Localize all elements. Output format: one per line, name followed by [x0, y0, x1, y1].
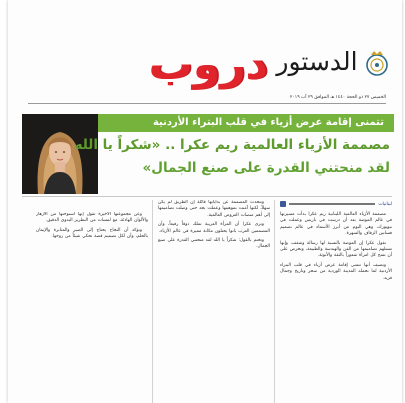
article-column-right — [280, 200, 392, 403]
newspaper-logo: الدستور — [276, 47, 358, 76]
dateline-text: الخميس ٢٧ ذو الحجة ١٤٤٠ هـ الموافق ٢٩ آب ٢٠١٩ — [289, 95, 386, 100]
column-divider — [152, 200, 153, 403]
masthead — [8, 0, 402, 104]
headline-line-1: مصممة الأزياء العالمية ريم عكرا .. «شكراً يا الله — [74, 137, 390, 153]
paragraph: وتتحدث المصممة عن بداياتها قائلة إن الطريق لم يكن سهلاً، لكنها آمنت بموهبتها وعملت بجد حتى وصلت تصاميمها إلى أهم منصات العروض العالمية. — [158, 200, 270, 218]
paragraph: وعن مجموعتها الأخيرة تقول إنها استوحتها من الأزهار والألوان الهادئة، مع لمسات من التطريز اليدوي الدقيق. — [36, 212, 148, 224]
article-column-left — [36, 212, 148, 403]
paragraph: وتؤكد أن النجاح يحتاج إلى الصبر والمثابرة والإيمان بالحلم، وأن لكل تصميم قصة تحكي شيئاً من روحها. — [36, 227, 148, 240]
column-divider — [274, 200, 275, 403]
crown-emblem-icon — [364, 48, 390, 78]
paragraph: تقول عكرا إن الموضة بالنسبة لها رسالة وشغف، وإنها تستلهم تصاميمها من الفن والهندسة والطبيعة، وتحرص على أن تمنح كل امرأة شعوراً بالثقة والأنوثة. — [280, 240, 392, 259]
headline-line-2: لقد منحتني القدرة على صنع الجمال» — [142, 160, 390, 176]
newspaper-page — [8, 0, 402, 403]
headline-rule — [22, 196, 392, 197]
byline-label: لبنانيات — [378, 201, 392, 207]
paragraph: وتضيف أنها تتمنى إقامة عرض أزياء في قلب البتراء الأردنية لما تحمله المدينة الوردية من سحر وتاريخ وجمال فريد. — [280, 262, 392, 281]
article-headline — [74, 134, 390, 192]
article-column-middle — [158, 200, 270, 403]
paragraph: وترى عكرا أن المرأة العربية تملك ذوقاً رفيعاً، وأن المصممين العرب باتوا يحتلون مكانة مميزة في عالم الأزياء. — [158, 222, 270, 234]
paragraph: وتختم بالقول: شكراً يا الله لقد منحتني القدرة على صنع الجمال. — [158, 238, 270, 250]
article-kicker: تتمنى إقامة عرض أزياء في قلب البتراء الأردنية — [98, 114, 394, 132]
supplement-logo: دروب — [148, 39, 268, 90]
paragraph: مصممة الأزياء العالمية اللبنانية ريم عكرا بدأت مسيرتها في عالم الموضة بعد أن درست في باريس وعملت في نيويورك، وهي اليوم من أبرز الأسماء في عالم تصميم فساتين الزفاف والسهرة. — [280, 212, 392, 237]
dateline — [28, 92, 386, 104]
